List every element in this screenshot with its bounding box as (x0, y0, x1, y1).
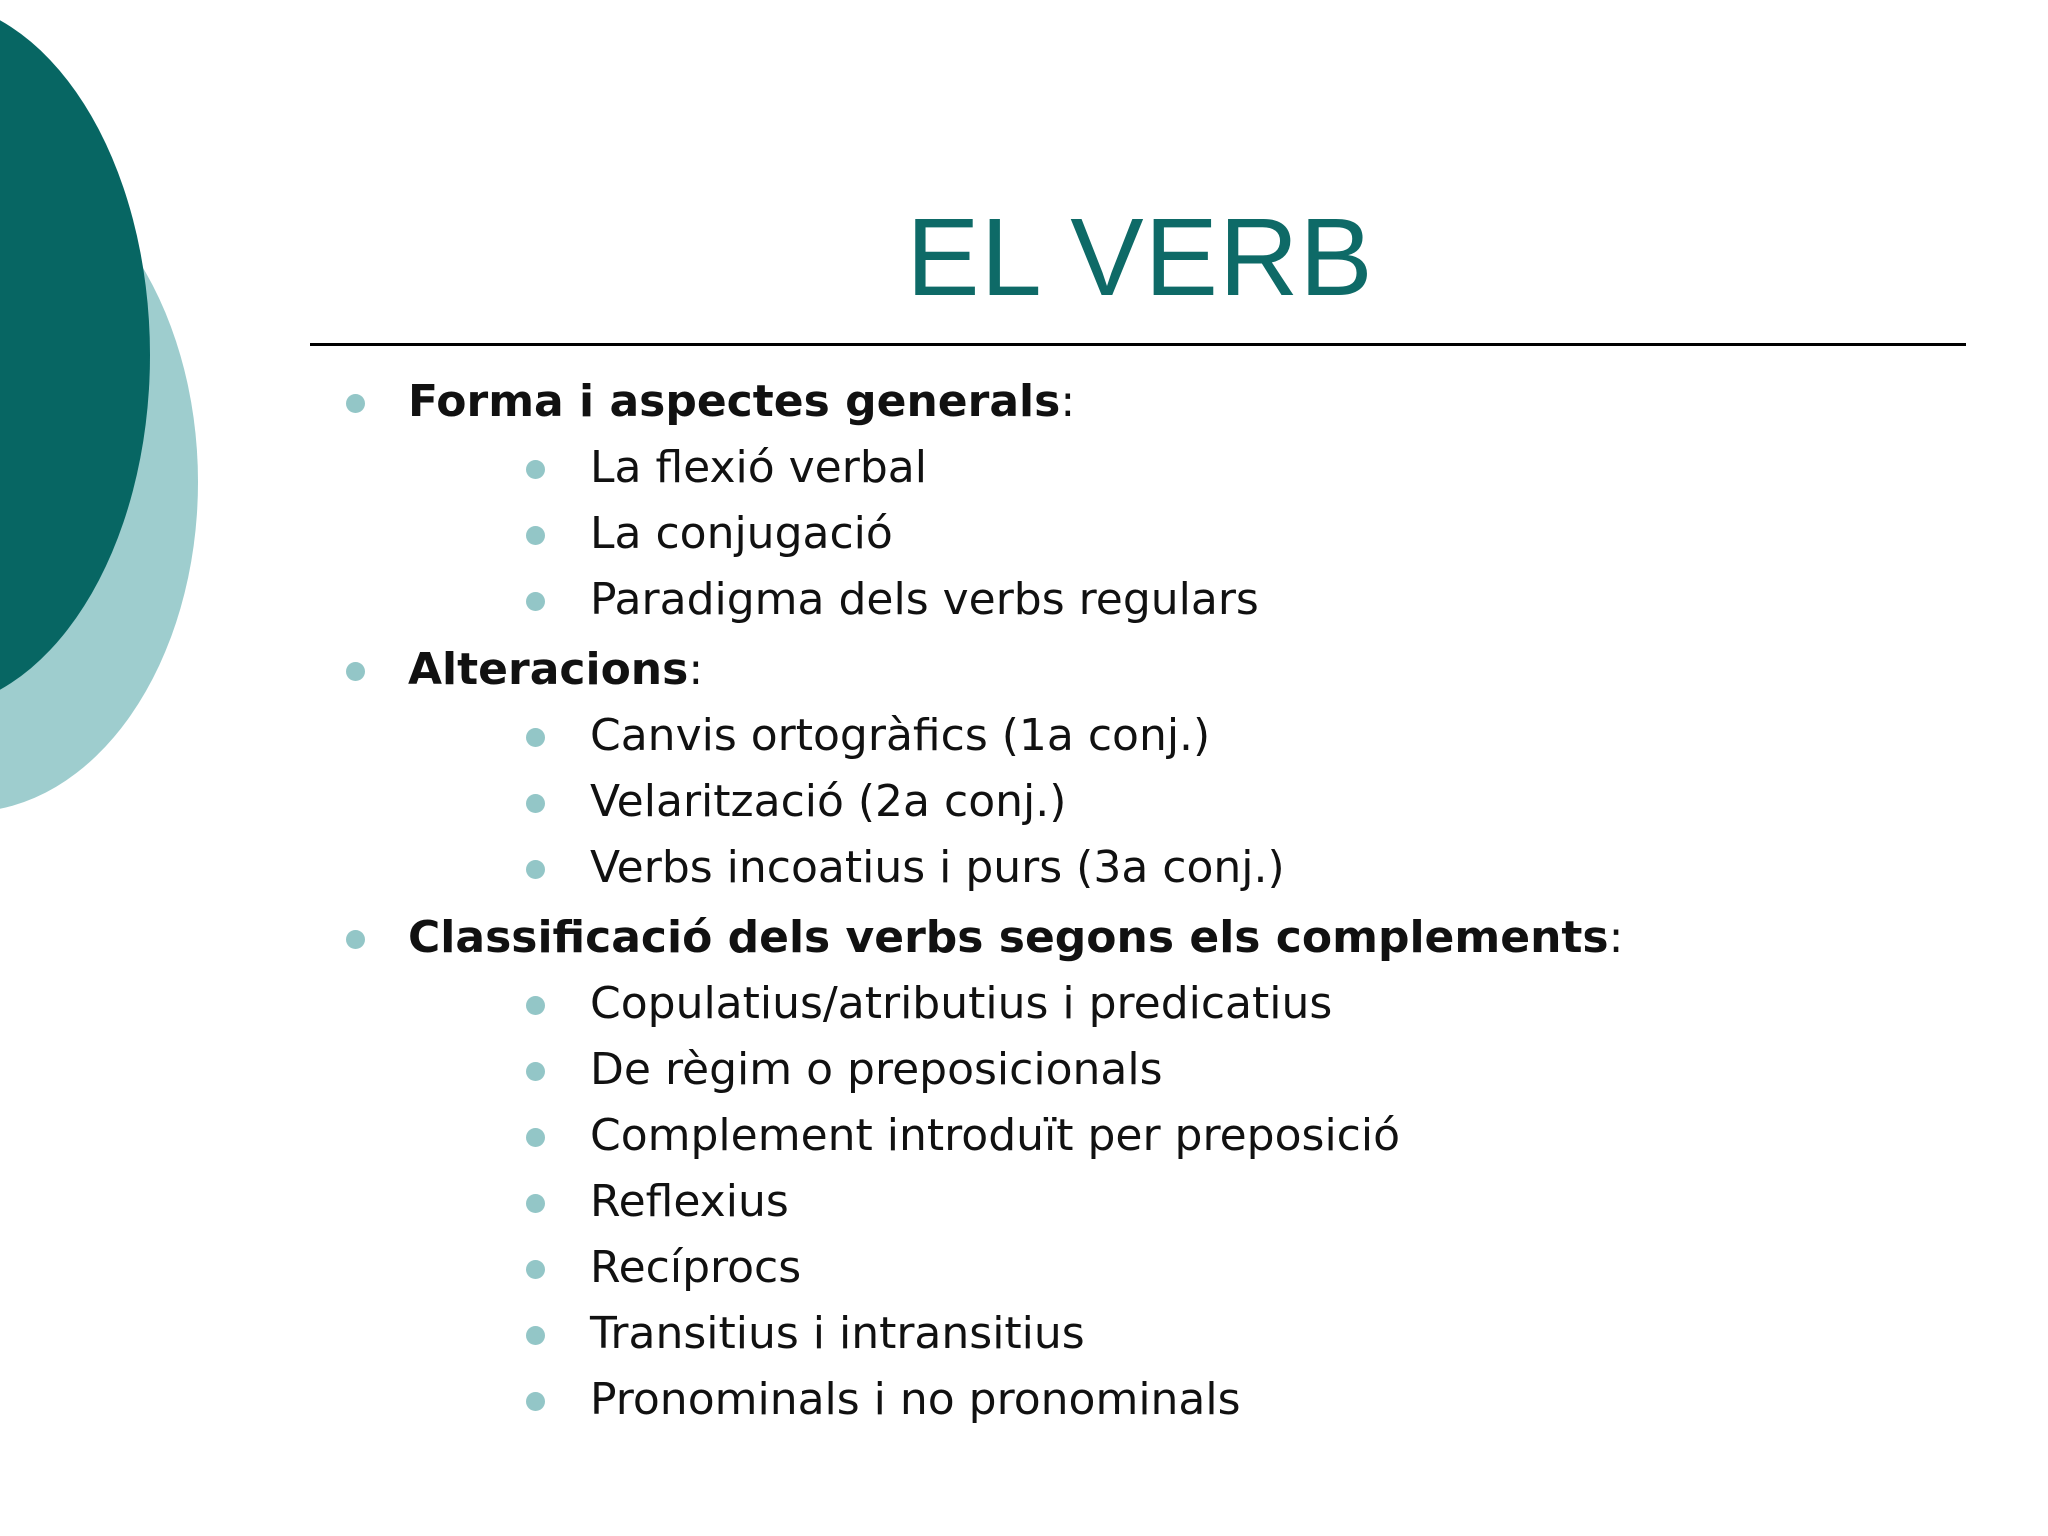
list-item-text: La conjugació (590, 508, 893, 559)
section-alteracions (408, 642, 703, 698)
section-heading: Forma i aspectes generals (408, 376, 1061, 427)
section-forma (408, 374, 1075, 430)
list-item (590, 840, 1285, 896)
bullet-icon (526, 996, 545, 1015)
bullet-icon (346, 662, 365, 681)
bullet-icon (526, 1260, 545, 1279)
list-item-text: Reflexius (590, 1176, 789, 1227)
list-item (590, 506, 893, 562)
bullet-icon (526, 1326, 545, 1345)
list-item-text: Complement introduït per preposició (590, 1110, 1401, 1161)
bullet-icon (526, 1194, 545, 1213)
bullet-icon (526, 1128, 545, 1147)
section-colon: : (688, 644, 704, 695)
list-item-text: Transitius i intransitius (590, 1308, 1085, 1359)
section-colon: : (1060, 376, 1076, 427)
list-item (590, 1240, 801, 1296)
list-item (590, 976, 1332, 1032)
list-item-text: Recíprocs (590, 1242, 802, 1293)
bullet-icon (526, 1392, 545, 1411)
section-heading: Classificació dels verbs segons els complements (408, 912, 1609, 963)
list-item (590, 774, 1066, 830)
list-item-text: Canvis ortogràfics (1a conj.) (590, 710, 1211, 761)
bullet-icon (346, 394, 365, 413)
bullet-icon (526, 860, 545, 879)
list-item-text: La flexió verbal (590, 442, 927, 493)
list-item-text: Copulatius/atributius i predicatius (590, 978, 1333, 1029)
list-item (590, 1174, 789, 1230)
section-classificacio (408, 910, 1623, 966)
bullet-icon (346, 930, 365, 949)
slide-title: EL VERB (906, 196, 1374, 319)
list-item-text: Pronominals i no pronominals (590, 1374, 1241, 1425)
section-heading: Alteracions (408, 644, 689, 695)
list-item (590, 1306, 1085, 1362)
bullet-icon (526, 1062, 545, 1081)
bullet-icon (526, 526, 545, 545)
list-item (590, 1372, 1241, 1428)
list-item (590, 1108, 1400, 1164)
list-item (590, 708, 1210, 764)
list-item (590, 440, 927, 496)
section-colon: : (1608, 912, 1624, 963)
bullet-icon (526, 592, 545, 611)
list-item-text: De règim o preposicionals (590, 1044, 1163, 1095)
list-item (590, 1042, 1163, 1098)
list-item-text: Velarització (2a conj.) (590, 776, 1067, 827)
list-item (590, 572, 1259, 628)
bullet-icon (526, 460, 545, 479)
list-item-text: Verbs incoatius i purs (3a conj.) (590, 842, 1285, 893)
bullet-icon (526, 794, 545, 813)
list-item-text: Paradigma dels verbs regulars (590, 574, 1259, 625)
bullet-icon (526, 728, 545, 747)
